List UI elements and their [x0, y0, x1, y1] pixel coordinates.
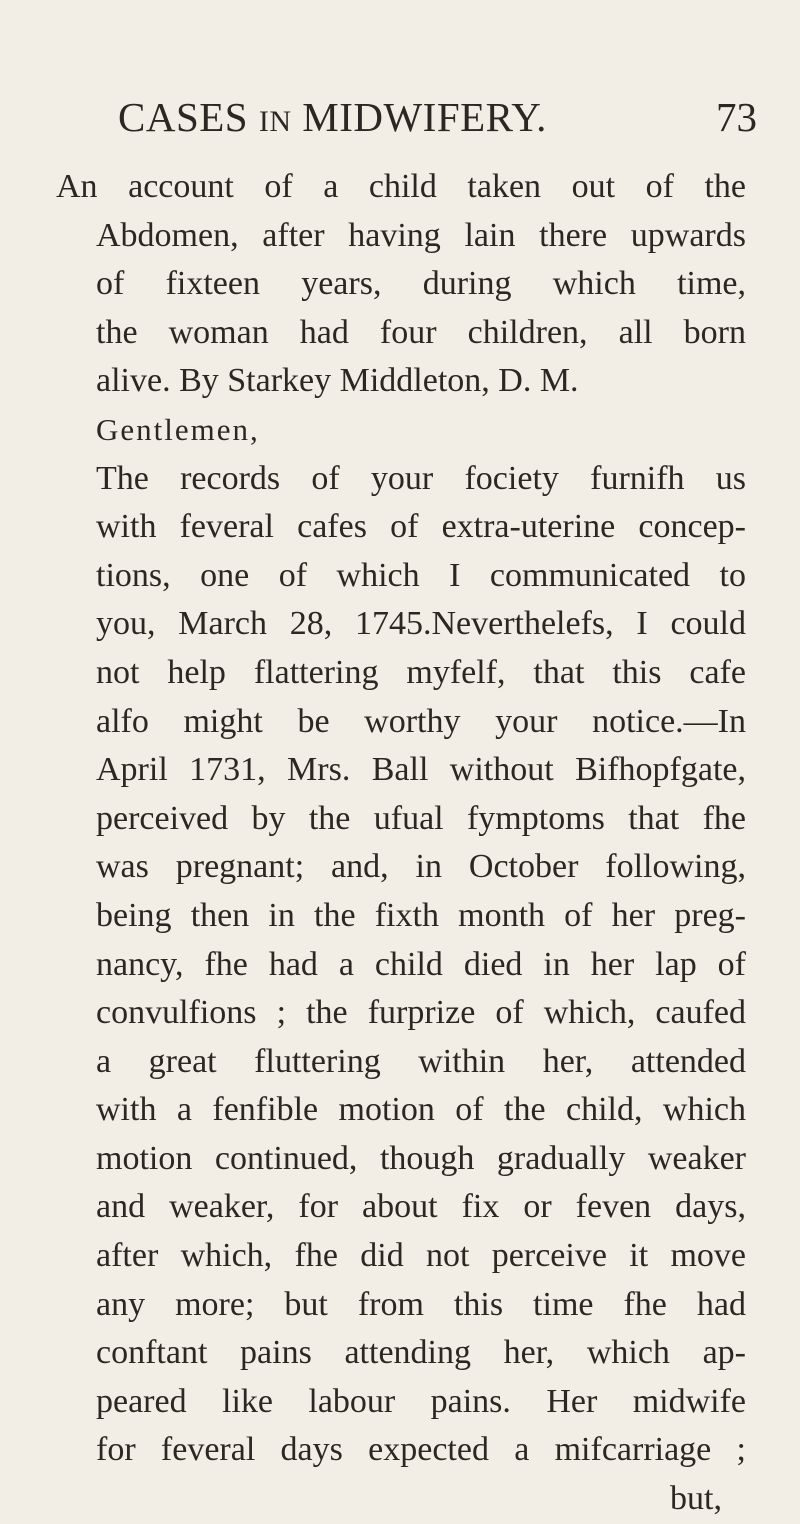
page-header — [0, 93, 800, 143]
body-line: nancy, fhe had a child died in her lap of — [96, 945, 746, 983]
body-line: April 1731, Mrs. Ball without Bifhopfgate, — [96, 751, 746, 789]
body-line: with feveral cafes of extra-uterine concep- — [96, 508, 746, 546]
body-line: tions, one of which I communicated to — [96, 556, 746, 594]
body-line: for feveral days expected a mifcarriage ; — [96, 1431, 746, 1469]
title-line: Abdomen, after having lain there upwards — [96, 216, 746, 254]
body-line: The records of your fociety furnifh us — [96, 459, 746, 497]
title-line: An account of a child taken out of the — [56, 168, 746, 205]
body-line: alfo might be worthy your notice.—In — [96, 702, 746, 740]
page-number: 73 — [716, 94, 757, 140]
body-line: you, March 28, 1745.Neverthelefs, I could — [96, 605, 746, 643]
title-line: alive. By Starkey Middleton, D. M. — [96, 362, 579, 400]
salutation: Gentlemen, — [96, 411, 260, 447]
body-line: peared like labour pains. Her midwife — [96, 1382, 746, 1420]
body-line: and weaker, for about fix or feven days, — [96, 1188, 746, 1226]
running-head-part1: CASES — [118, 94, 259, 140]
catchword: but, — [670, 1480, 722, 1518]
body-line: convulfions ; the furprize of which, caufed — [96, 994, 746, 1032]
body-line: a great fluttering within her, attended — [96, 1042, 746, 1080]
body-text — [56, 163, 746, 1524]
body-line: after which, fhe did not perceive it move — [96, 1237, 746, 1275]
body-line: motion continued, though gradually weaker — [96, 1139, 746, 1177]
running-head — [118, 93, 547, 141]
body-line: with a fenfible motion of the child, which — [96, 1091, 746, 1129]
body-line: any more; but from this time fhe had — [96, 1285, 746, 1323]
running-head-part3: MIDWIFERY. — [291, 94, 547, 140]
body-line: not help flattering myfelf, that this cafe — [96, 653, 746, 691]
body-line: perceived by the ufual fymptoms that fhe — [96, 799, 746, 837]
title-line: the woman had four children, all born — [96, 313, 746, 351]
body-line: being then in the fixth month of her preg- — [96, 896, 746, 934]
running-head-part2: IN — [258, 105, 292, 138]
body-line: conftant pains attending her, which ap- — [96, 1334, 746, 1372]
title-line: of fixteen years, during which time, — [96, 265, 746, 303]
body-line: was pregnant; and, in October following, — [96, 848, 746, 886]
